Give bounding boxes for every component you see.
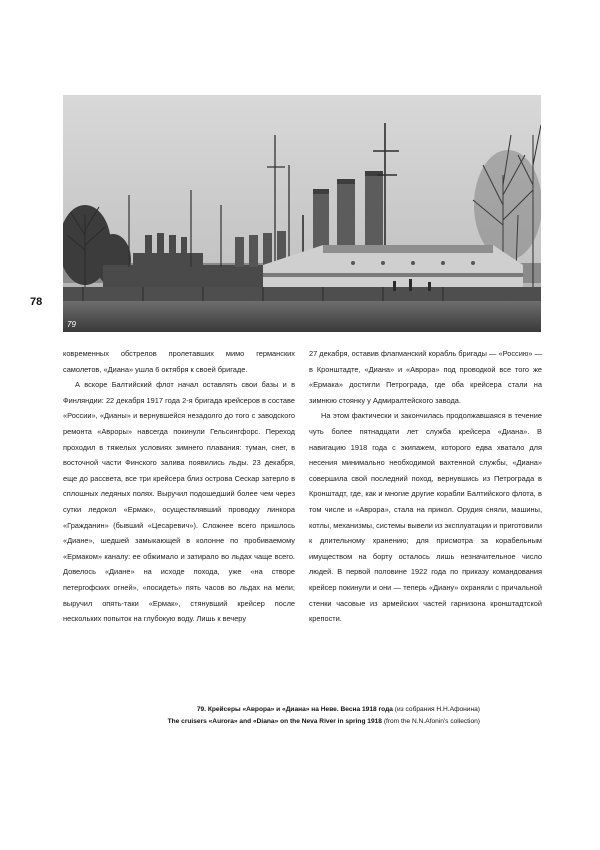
- photo-number: 79: [67, 320, 76, 329]
- page-number: 78: [30, 296, 43, 308]
- paragraph: 27 декабря, оставив флагманский корабль бригады — «Россию» — в Кронштадте, «Диана» и «Аврора» под проводкой все того же «Ермака» достигли Петрограда, где оба крейсера стали на зимнюю стоянку у Адмиралтейского завода.: [309, 349, 542, 405]
- paragraph: ковременных обстрелов пролетавших мимо германских самолетов, «Диана» ушла 6 октября к своей бригаде.: [63, 349, 295, 374]
- caption-russian-title: 79. Крейсеры «Аврора» и «Диана» на Неве. Весна 1918 года: [196, 706, 393, 713]
- caption-russian: [60, 704, 480, 716]
- cruisers-photo-illustration: [63, 95, 541, 332]
- photo-caption: [60, 704, 480, 728]
- text-column-right: [309, 346, 542, 627]
- paragraph: А вскоре Балтийский флот начал оставлять свои базы и в Финляндии: 22 декабря 1917 года 2-я бригада крейсеров в составе «России», «Дианы» и вернувшейся незадолго до того с заводского ремонта «Авроры» навсегда покинули Гельсингфорс. Переход проходил в тяжелых условиях зимнего плавания: туман, снег, в восточной части Финского залива появились льды. 23 декабря, еще до рассвета, все три крейсера близ острова Сескар затерло в сплошных ледяных полях. Выручил подошедший более чем через сутки ледокол «Ермак», осуществлявший проводку линкора «Гражданин» (бывший «Цесаревич»). Сложнее всего пришлось «Диане», шедшей замыкающей в колонне по пробиваемому «Ермаком» каналу: ее обжимало и затирало во льдах чаще всего. Довелось «Диане» на исходе похода, уже «на створе петергофских огней», «посидеть» пять часов во льдах на мели; выручил опять-таки «Ермак», стянувший крейсер после нескольких попыток на глубокую воду. Лишь к вечеру: [63, 380, 295, 624]
- cruisers-photo: [63, 95, 541, 332]
- text-column-left: [63, 346, 295, 627]
- caption-english-title: The cruisers «Aurora» and «Diana» on the Neva River in spring 1918: [167, 718, 382, 725]
- paragraph: На этом фактически и закончилась продолжавшаяся в течение чуть более пятнадцати лет служба крейсера «Диана». В навигацию 1918 года с экипажем, которого едва хватало для несения минимально необходимой вахтенной службы, «Диана» совершила свой последний поход, вернувшись из Петрограда в Кронштадт, где, как и многие другие корабли Балтийского флота, в том числе и «Аврора», стала на прикол. Орудия сняли, машины, котлы, механизмы, системы вывели из эксплуатации и приготовили к длительному хранению; для присмотра за корабельным имуществом на борту осталось лишь незначительное число людей. В первой половине 1922 года по приказу командования крейсер покинули и они — теперь «Диану» охраняли с причальной стенки часовые из армейских частей гарнизона кронштадтской крепости.: [309, 411, 542, 624]
- caption-english: [60, 716, 480, 728]
- caption-russian-source: (из собрания Н.Н.Афонина): [394, 706, 480, 713]
- caption-english-source: (from the N.N.Afonin's collection): [383, 718, 480, 725]
